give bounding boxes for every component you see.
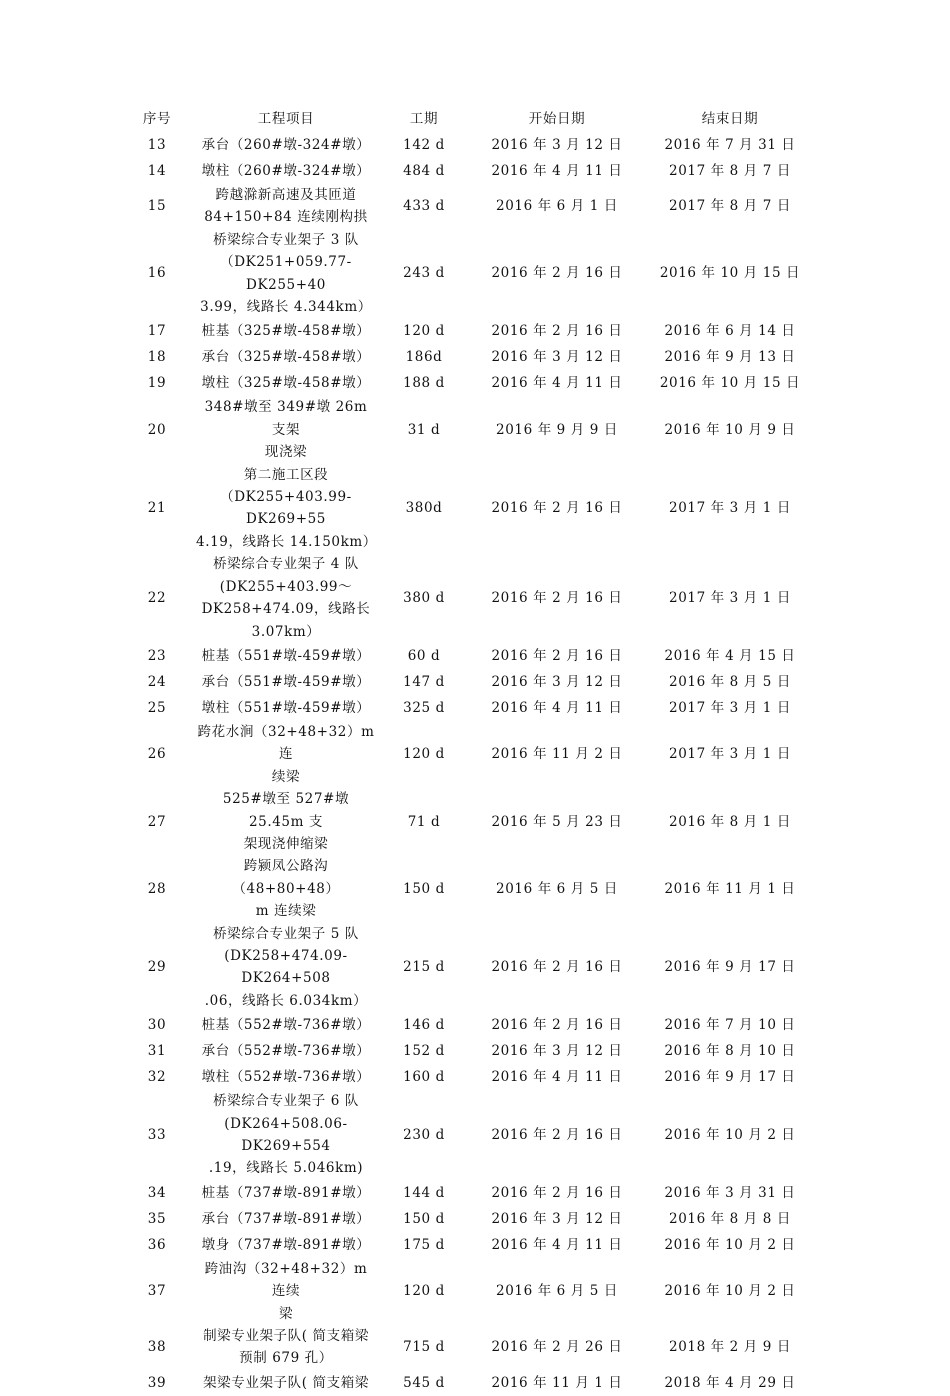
cell-duration: 186d (405, 349, 443, 366)
table-row (118, 396, 818, 463)
cell-end-date: 2016 年 10 月 2 日 (664, 1126, 796, 1143)
table-row (118, 1064, 818, 1090)
cell-project: 墩柱（260#墩-324#墩） (201, 162, 371, 179)
schedule-table (118, 106, 818, 1396)
cell-end-date: 2017 年 8 月 7 日 (669, 198, 791, 215)
cell-start-date: 2016 年 2 月 16 日 (491, 589, 623, 606)
cell-start-date: 2016 年 2 月 16 日 (491, 265, 623, 282)
table-row (118, 669, 818, 695)
cell-end-date: 2018 年 4 月 29 日 (664, 1374, 796, 1391)
cell-project: 墩柱（552#墩-736#墩） (201, 1068, 371, 1085)
table-row (118, 1325, 818, 1370)
cell-start-date: 2016 年 4 月 11 日 (491, 1236, 623, 1253)
cell-no: 13 (147, 136, 167, 153)
cell-duration: 175 d (403, 1236, 445, 1253)
cell-duration: 120 d (403, 323, 445, 340)
cell-start-date: 2016 年 5 月 23 日 (491, 813, 623, 830)
cell-end-date: 2017 年 3 月 1 日 (669, 589, 791, 606)
cell-project: 跨花水涧（32+48+32）m 连 续梁 (197, 723, 375, 785)
table-row (118, 318, 818, 344)
cell-start-date: 2016 年 2 月 16 日 (491, 1126, 623, 1143)
cell-project: 跨颍凤公路沟（48+80+48） m 连续梁 (232, 858, 340, 920)
cell-project: 承台（737#墩-891#墩） (201, 1210, 371, 1227)
cell-project: 桩基（552#墩-736#墩） (201, 1016, 371, 1033)
table-row (118, 855, 818, 922)
cell-duration: 433 d (403, 198, 445, 215)
table-row (118, 721, 818, 788)
cell-project: 架梁专业架子队( 简支箱梁 (203, 1374, 369, 1391)
cell-start-date: 2016 年 11 月 2 日 (491, 746, 623, 763)
cell-end-date: 2016 年 8 月 1 日 (669, 813, 791, 830)
cell-start-date: 2016 年 9 月 9 日 (496, 421, 618, 438)
cell-no: 37 (147, 1283, 167, 1300)
table-row (118, 1370, 818, 1396)
cell-no: 36 (147, 1236, 167, 1253)
cell-end-date: 2016 年 10 月 15 日 (659, 265, 801, 282)
cell-start-date: 2016 年 11 月 1 日 (491, 1374, 623, 1391)
cell-project: 制梁专业架子队( 简支箱梁 预制 679 孔） (203, 1328, 369, 1367)
table-row (118, 1180, 818, 1206)
table-row (118, 923, 818, 1013)
cell-end-date: 2016 年 8 月 10 日 (664, 1042, 796, 1059)
cell-duration: 71 d (407, 813, 441, 830)
table-row (118, 788, 818, 855)
cell-duration: 31 d (407, 421, 441, 438)
table-row (118, 1038, 818, 1064)
cell-project: 桥梁综合专业架子 5 队 (DK258+474.09-DK264+508 .06，线路长 6.034km） (204, 925, 368, 1009)
cell-duration: 144 d (403, 1184, 445, 1201)
header-cell-project: 工程项目 (257, 110, 315, 127)
cell-start-date: 2016 年 6 月 5 日 (496, 880, 618, 897)
cell-start-date: 2016 年 2 月 16 日 (491, 323, 623, 340)
cell-start-date: 2016 年 6 月 5 日 (496, 1283, 618, 1300)
cell-start-date: 2016 年 2 月 16 日 (491, 1184, 623, 1201)
cell-duration: 380d (405, 500, 443, 517)
cell-start-date: 2016 年 2 月 16 日 (491, 647, 623, 664)
cell-start-date: 2016 年 4 月 11 日 (491, 162, 623, 179)
cell-start-date: 2016 年 3 月 12 日 (491, 1210, 623, 1227)
cell-duration: 150 d (403, 1210, 445, 1227)
cell-project: 桥梁综合专业架子 4 队 (DK255+403.99～ DK258+474.09，线路长 3.07km） (201, 556, 371, 640)
table-row (118, 370, 818, 396)
cell-no: 31 (147, 1042, 167, 1059)
cell-duration: 230 d (403, 1126, 445, 1143)
cell-duration: 243 d (403, 265, 445, 282)
cell-no: 20 (147, 421, 167, 438)
cell-start-date: 2016 年 2 月 16 日 (491, 1016, 623, 1033)
table-row (118, 1012, 818, 1038)
cell-no: 34 (147, 1184, 167, 1201)
cell-project: 跨油沟（32+48+32）m 连续 梁 (204, 1260, 368, 1322)
schedule-sheet (118, 106, 818, 1396)
table-row (118, 464, 818, 554)
cell-end-date: 2017 年 3 月 1 日 (669, 746, 791, 763)
cell-start-date: 2016 年 3 月 12 日 (491, 1042, 623, 1059)
table-row (118, 132, 818, 158)
cell-project: 第二施工区段 （DK255+403.99-DK269+55 4.19，线路长 14.150km） (196, 466, 377, 550)
cell-no: 17 (147, 323, 167, 340)
cell-duration: 484 d (403, 162, 445, 179)
cell-no: 23 (147, 647, 167, 664)
cell-no: 19 (147, 375, 167, 392)
cell-start-date: 2016 年 6 月 1 日 (496, 198, 618, 215)
cell-end-date: 2016 年 10 月 2 日 (664, 1236, 796, 1253)
cell-duration: 380 d (403, 589, 445, 606)
header-row (118, 106, 818, 132)
cell-duration: 142 d (403, 136, 445, 153)
table-row (118, 553, 818, 643)
cell-no: 27 (147, 813, 167, 830)
cell-no: 15 (147, 198, 167, 215)
cell-duration: 545 d (403, 1374, 445, 1391)
cell-no: 16 (147, 265, 167, 282)
header-cell-start: 开始日期 (528, 110, 586, 127)
cell-end-date: 2018 年 2 月 9 日 (669, 1339, 791, 1356)
table-row (118, 158, 818, 184)
cell-end-date: 2016 年 9 月 17 日 (664, 1068, 796, 1085)
cell-start-date: 2016 年 2 月 26 日 (491, 1339, 623, 1356)
cell-project: 承台（325#墩-458#墩） (201, 349, 371, 366)
cell-start-date: 2016 年 4 月 11 日 (491, 699, 623, 716)
cell-end-date: 2016 年 9 月 17 日 (664, 959, 796, 976)
cell-project: 桩基（325#墩-458#墩） (201, 323, 371, 340)
cell-project: 承台（551#墩-459#墩） (201, 673, 371, 690)
cell-project: 525#墩至 527#墩 25.45m 支 架现浇伸缩梁 (222, 791, 350, 852)
cell-end-date: 2016 年 10 月 15 日 (659, 375, 801, 392)
cell-end-date: 2017 年 3 月 1 日 (669, 500, 791, 517)
cell-project: 墩柱（551#墩-459#墩） (201, 699, 371, 716)
cell-end-date: 2016 年 7 月 31 日 (664, 136, 796, 153)
cell-duration: 160 d (403, 1068, 445, 1085)
cell-end-date: 2017 年 8 月 7 日 (669, 162, 791, 179)
cell-project: 桩基（737#墩-891#墩） (201, 1184, 371, 1201)
cell-project: 348#墩至 349#墩 26m 支架 现浇梁 (204, 399, 368, 461)
cell-no: 21 (147, 500, 167, 517)
cell-no: 14 (147, 162, 167, 179)
cell-no: 25 (147, 699, 167, 716)
cell-duration: 325 d (403, 699, 445, 716)
cell-project: 桩基（551#墩-459#墩） (201, 647, 371, 664)
cell-end-date: 2016 年 10 月 2 日 (664, 1283, 796, 1300)
table-body (118, 132, 818, 1396)
cell-duration: 188 d (403, 375, 445, 392)
cell-end-date: 2016 年 11 月 1 日 (664, 880, 796, 897)
header-cell-end: 结束日期 (701, 110, 759, 127)
header-cell-duration: 工期 (409, 110, 439, 127)
cell-duration: 120 d (403, 746, 445, 763)
cell-project: 墩柱（325#墩-458#墩） (201, 375, 371, 392)
table-row (118, 229, 818, 319)
cell-no: 35 (147, 1210, 167, 1227)
header-cell-no: 序号 (142, 110, 172, 127)
cell-start-date: 2016 年 3 月 12 日 (491, 673, 623, 690)
cell-project: 承台（260#墩-324#墩） (201, 136, 371, 153)
cell-duration: 150 d (403, 880, 445, 897)
cell-no: 28 (147, 880, 167, 897)
cell-end-date: 2016 年 6 月 14 日 (664, 323, 796, 340)
table-row (118, 1090, 818, 1180)
cell-duration: 146 d (403, 1016, 445, 1033)
cell-duration: 715 d (403, 1339, 445, 1356)
cell-no: 32 (147, 1068, 167, 1085)
table-row (118, 643, 818, 669)
cell-start-date: 2016 年 3 月 12 日 (491, 349, 623, 366)
cell-no: 29 (147, 959, 167, 976)
cell-no: 22 (147, 589, 167, 606)
cell-end-date: 2017 年 3 月 1 日 (669, 699, 791, 716)
cell-project: 桥梁综合专业架子 6 队 (DK264+508.06-DK269+554 .19，线路长 5.046km) (208, 1093, 364, 1177)
cell-no: 38 (147, 1339, 167, 1356)
cell-no: 24 (147, 673, 167, 690)
table-row (118, 1206, 818, 1232)
table-row (118, 1232, 818, 1258)
cell-start-date: 2016 年 2 月 16 日 (491, 500, 623, 517)
cell-project: 桥梁综合专业架子 3 队 （DK251+059.77-DK255+40 3.99，线路长 4.344km） (200, 231, 372, 316)
cell-start-date: 2016 年 4 月 11 日 (491, 375, 623, 392)
cell-end-date: 2016 年 9 月 13 日 (664, 349, 796, 366)
table-row (118, 1258, 818, 1325)
cell-end-date: 2016 年 8 月 8 日 (669, 1210, 791, 1227)
cell-no: 39 (147, 1374, 167, 1391)
cell-start-date: 2016 年 4 月 11 日 (491, 1068, 623, 1085)
cell-no: 30 (147, 1016, 167, 1033)
table-row (118, 695, 818, 721)
cell-project: 跨越滁新高速及其匝道 84+150+84 连续刚构拱 (204, 187, 368, 226)
cell-end-date: 2016 年 4 月 15 日 (664, 647, 796, 664)
cell-duration: 147 d (403, 673, 445, 690)
cell-start-date: 2016 年 2 月 16 日 (491, 959, 623, 976)
cell-end-date: 2016 年 8 月 5 日 (669, 673, 791, 690)
table-row (118, 344, 818, 370)
cell-start-date: 2016 年 3 月 12 日 (491, 136, 623, 153)
cell-end-date: 2016 年 3 月 31 日 (664, 1184, 796, 1201)
table-row (118, 184, 818, 229)
cell-no: 26 (147, 746, 167, 763)
cell-duration: 215 d (403, 959, 445, 976)
cell-end-date: 2016 年 7 月 10 日 (664, 1016, 796, 1033)
cell-no: 18 (147, 349, 167, 366)
cell-end-date: 2016 年 10 月 9 日 (664, 421, 796, 438)
cell-project: 承台（552#墩-736#墩） (201, 1042, 371, 1059)
cell-no: 33 (147, 1126, 167, 1143)
cell-duration: 152 d (403, 1042, 445, 1059)
cell-duration: 60 d (407, 647, 441, 664)
cell-project: 墩身（737#墩-891#墩） (201, 1236, 371, 1253)
cell-duration: 120 d (403, 1283, 445, 1300)
